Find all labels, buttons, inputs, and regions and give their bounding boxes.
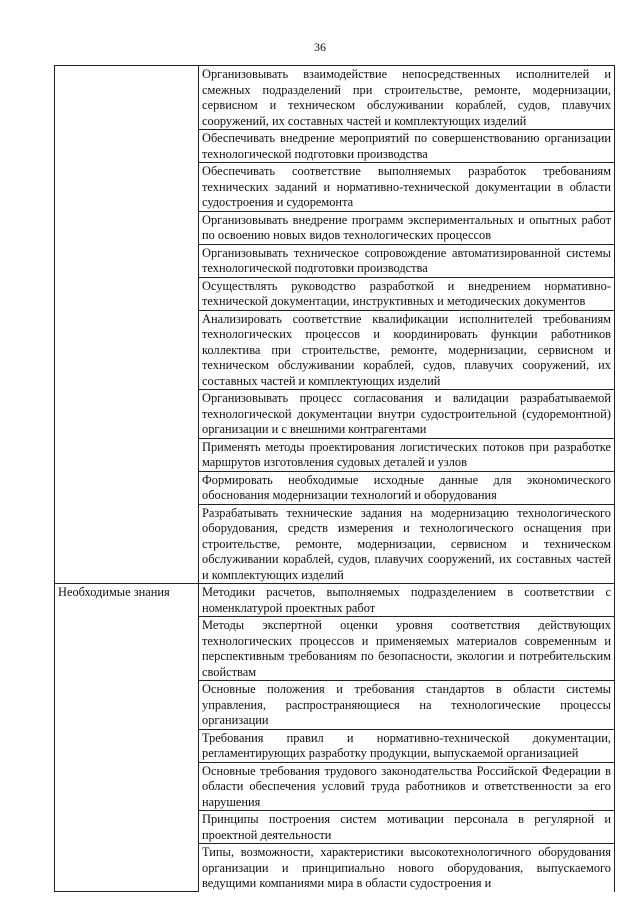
table-cell xyxy=(199,390,615,439)
cell-text: Формировать необходимые исходные данные для экономического обоснования модернизации технологий и оборудования xyxy=(202,472,611,502)
table-cell xyxy=(199,729,615,762)
cell-text: Анализировать соответствие квалификации исполнителей требованиям технологических процессов и координировать функции работников коллектива при строительстве, ремонте, модернизации, сервисном и техническом обслуживании кораблей, судов, плавучих сооружений, их составных частей и комплектующих изделий xyxy=(202,311,611,388)
row-label-cell xyxy=(55,66,199,584)
table-cell xyxy=(199,277,615,310)
table-cell xyxy=(199,310,615,390)
table-cell xyxy=(199,584,615,617)
table-cell xyxy=(199,811,615,844)
row-label-cell: Необходимые знания xyxy=(55,584,199,892)
page-number: 36 xyxy=(314,40,326,54)
table-cell xyxy=(199,438,615,471)
cell-text: Принципы построения систем мотивации персонала в регулярной и проектной деятельности xyxy=(202,812,611,842)
cell-text: Типы, возможности, характеристики высокотехнологичного оборудования организации и принципиально нового оборудования, выпускаемого ведущими компаниями мира в области судостроения и xyxy=(202,845,611,890)
cell-text: Организовывать техническое сопровождение автоматизированной системы технологической подготовки производства xyxy=(202,245,611,275)
cell-text: Организовывать внедрение программ экспериментальных и опытных работ по освоению новых видов технологических процессов xyxy=(202,212,611,242)
table-cell xyxy=(199,471,615,504)
cell-text: Требования правил и нормативно-технической документации, регламентирующих разработку продукции, выпускаемой организацией xyxy=(202,730,611,760)
table-row xyxy=(55,66,615,130)
table-cell xyxy=(199,66,615,130)
table-cell xyxy=(199,163,615,212)
table-cell xyxy=(199,844,615,892)
competency-table xyxy=(54,65,615,892)
cell-text: Организовывать процесс согласования и валидации разрабатываемой технологической документации внутри судостроительной (судоремонтной) организации и с внешними контрагентами xyxy=(202,391,611,436)
cell-text: Обеспечивать внедрение мероприятий по совершенствованию организации технологической подготовки производства xyxy=(202,131,611,161)
cell-text: Обеспечивать соответствие выполняемых разработок требованиям технических заданий и нормативно-технической документации в области судостроения и судоремонта xyxy=(202,164,611,209)
cell-text: Основные требования трудового законодательства Российской Федерации в области обеспечения условий труда работников и ответственности за его нарушения xyxy=(202,763,611,809)
cell-text: Организовывать взаимодействие непосредственных исполнителей и смежных подразделений при строительстве, ремонте, модернизации, сервисном и техническом обслуживании кораблей, судов, плавучих сооружений, их составных частей и комплектующих изделий xyxy=(202,67,611,128)
table-cell xyxy=(199,762,615,811)
table-cell xyxy=(199,130,615,163)
table-cell xyxy=(199,617,615,681)
table-cell xyxy=(199,681,615,730)
cell-text: Применять методы проектирования логистических потоков при разработке маршрутов изготовления судовых деталей и узлов xyxy=(202,439,611,469)
cell-text: Осуществлять руководство разработкой и внедрением нормативно-технической документации, инструктивных и методических документов xyxy=(202,278,611,308)
cell-text: Разрабатывать технические задания на модернизацию технологического оборудования, средств измерения и технологического оснащения при строительстве, ремонте, модернизации, сервисном и техническом обслуживании кораблей, судов, плавучих сооружений, их составных частей и комплектующих изделий xyxy=(202,505,611,582)
table-cell xyxy=(199,244,615,277)
cell-text: Методы экспертной оценки уровня соответствия действующих технологических процессов и применяемых материалов современным и перспективным требованиям по безопасности, экологии и потребительским свойствам xyxy=(202,618,611,679)
cell-text: Методики расчетов, выполняемых подразделением в соответствии с номенклатурой проектных работ xyxy=(202,585,611,615)
cell-text: Основные положения и требования стандартов в области системы управления, распространяющиеся на технологические процессы организации xyxy=(202,682,611,727)
table-cell xyxy=(199,211,615,244)
table-cell xyxy=(199,504,615,584)
table-row xyxy=(55,584,615,617)
